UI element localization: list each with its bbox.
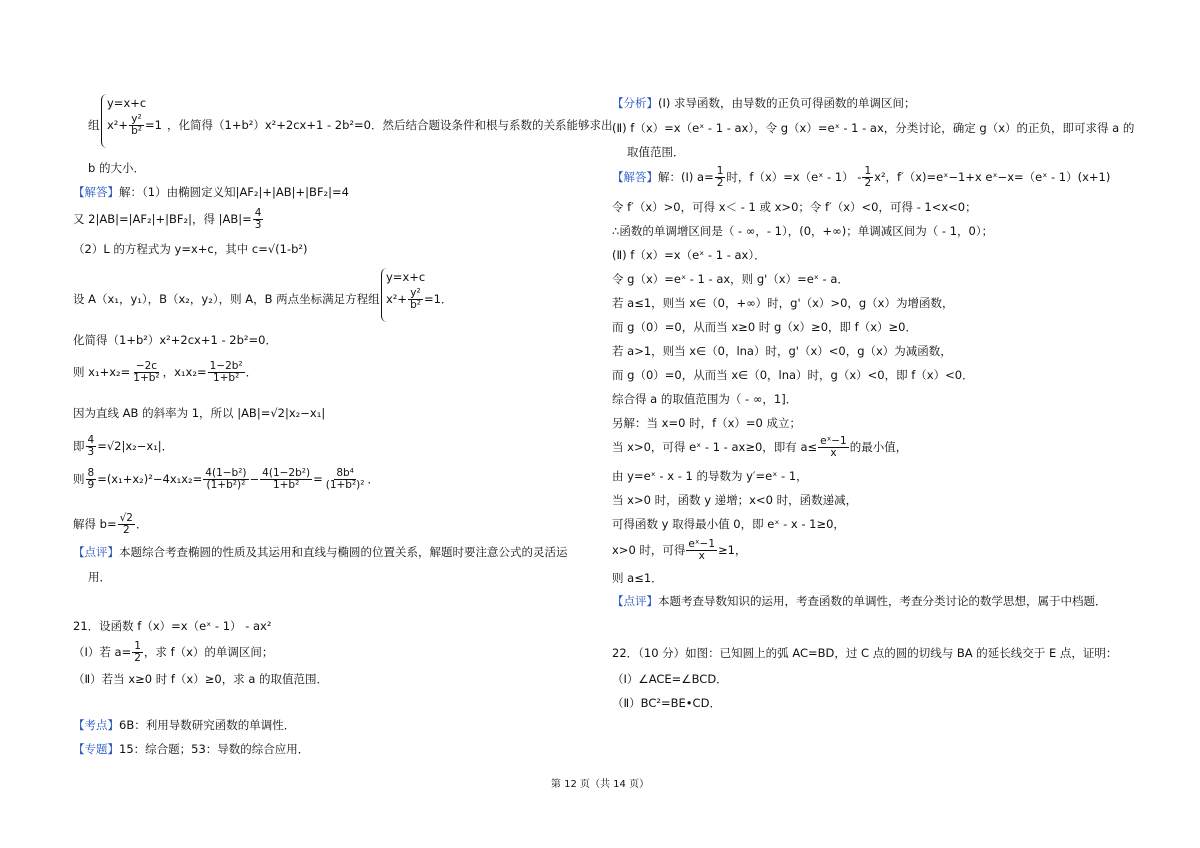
question-22-part-1: （Ⅰ）∠ACE=∠BCD． [612,672,728,686]
system-prefix: 组 [88,118,100,132]
text-line: ∴函数的单调增区间是（ - ∞，- 1），(0，+∞)；单调减区间为（ - 1，0）； [612,224,994,238]
system-line-2: x²+ $\frac{\text{y²}}{\text{b²}}$ =1 [107,113,162,137]
analysis-tag: 【分析】 [612,96,658,110]
text-line: x>0 时，可得 $\frac{\text{eˣ−1}}{x}$ ≥1， [612,538,747,562]
analysis-line: 【分析】(Ⅰ) 求导函数，由导数的正负可得函数的单调区间； [612,96,916,110]
text-line: 而 g（0）=0，从而当 x∈（0，lna）时，g（x）<0，即 f（x）<0． [612,368,974,382]
text-line: 若 a≤1，则当 x∈（0，+∞）时，g'（x）>0，g（x）为增函数， [612,296,954,310]
text-line: 即 $\frac{4}{3}$ =√2|x₂−x₁|． [73,434,174,458]
text-line: 用． [88,570,111,584]
text-line: 取值范围． [627,145,685,159]
text-line: 由 y=eˣ - x - 1 的导数为 y′=eˣ - 1， [612,469,808,483]
text-line: （2）L 的方程式为 y=x+c，其中 c=√(1-b²) [73,242,308,256]
question-21: 21．设函数 f（x）=x（eˣ - 1） - ax² [73,619,272,633]
text-line: 则 x₁+x₂= $\frac{-2c}{\text{1+b²}}$ ，x₁x₂= $\frac{\text{1−2b²}}{\text{1+b²}}$ ． [73,360,258,384]
text-line: 另解：当 x=0 时，f（x）=0 成立； [612,416,802,430]
text-line: 解得 b= $\frac{√2}{2}$ ． [73,512,148,536]
question-22-part-2: （Ⅱ）BC²=BE•CD． [612,696,721,710]
comment-tag: 【点评】 [612,594,658,608]
system-line-1: y=x+c [386,270,426,284]
text-line: 又 2|AB|=|AF₂|+|BF₂|，得 |AB|= $\frac{4}{3}$ [73,207,262,231]
text-line: (Ⅱ) f（x）=x（eˣ - 1 - ax）． [612,248,766,262]
text-line: 因为直线 AB 的斜率为 1，所以 |AB|=√2|x₂−x₁| [73,406,326,420]
question-21-part-1: （Ⅰ）若 a= $\frac{1}{2}$ ，求 f（x）的单调区间； [73,640,274,664]
text-line: 令 f′（x）>0，可得 x＜ - 1 或 x>0；令 f′（x）<0，可得 - 1<x<0； [612,200,977,214]
solution-line: 【解答】解：(Ⅰ) a= $\frac{1}{2}$ 时，f（x）=x（eˣ - 1） - $\frac{1}{2}$ x²，f′（x)=eˣ−1+x eˣ−x=（eˣ - 1）(x+1) [612,165,1111,189]
text-line: 则 $\frac{8}{9}$ =(x₁+x₂)²−4x₁x₂= $\frac{\text{4(1−b²)}}{\text{(1+b²)²}}$ − $\frac{\text{4(1−2b²)}}{\text{1+b²}}$ = $\frac{\text{8b⁴}}{\text{(1+b²)²}}$ ． [73,467,379,491]
topic-line: 【专题】15：综合题；53：导数的综合应用． [73,742,310,756]
text-line: 若 a>1，则当 x∈（0，lna）时，g'（x）<0，g（x）为减函数， [612,344,952,358]
text-line: (Ⅱ) f（x）=x（eˣ - 1 - ax），令 g（x）=eˣ - 1 - ax，分类讨论，确定 g（x）的正负，即可求得 a 的 [612,121,1135,135]
text-line: 而 g（0）=0，从而当 x≥0 时 g（x）≥0，即 f（x）≥0． [612,320,917,334]
text-line: 可得函数 y 取得最小值 0，即 eˣ - x - 1≥0， [612,517,845,531]
text-line: 当 x>0，可得 eˣ - 1 - ax≥0，即有 a≤ $\frac{\text{eˣ−1}}{x}$ 的最小值， [612,435,908,459]
comment-line: 【点评】本题考查导数知识的运用，考查函数的单调性，考查分类讨论的数学思想，属于中档题． [612,594,1107,608]
topic-tag: 【专题】 [73,742,119,756]
page-number: 第 12 页（共 14 页） [550,779,650,790]
text-line: 则 a≤1． [612,571,663,585]
text-line: 化简得（1+b²）x²+2cx+1 - 2b²=0． [73,333,277,347]
answer-tag: 【解答】 [73,185,119,199]
text-line: 综合得 a 的取值范围为（ - ∞，1]． [612,392,798,406]
knowledge-tag: 【考点】 [73,718,119,732]
answer-tag: 【解答】 [612,170,658,184]
knowledge-point-line: 【考点】6B：利用导数研究函数的单调性． [73,718,296,732]
text-line: 设 A（x₁，y₁），B（x₂，y₂），则 A，B 两点坐标满足方程组 [73,292,380,306]
text-line: b 的大小． [88,161,145,175]
system-line-2: x²+ $\frac{\text{y²}}{\text{b²}}$ =1． [386,287,453,311]
simplify-text: ，化简得（1+b²）x²+2cx+1 - 2b²=0．然后结合题设条件和根与系数的关系能够求出 [167,118,613,132]
text-line: 令 g（x）=eˣ - 1 - ax，则 g'（x）=eˣ - a． [612,272,849,286]
comment-line: 【点评】本题综合考查椭圆的性质及其运用和直线与椭圆的位置关系，解题时要注意公式的灵活运 [73,545,568,559]
solution-line: 【解答】解：（1）由椭圆定义知|AF₂|+|AB|+|BF₂|=4 [73,185,349,199]
question-21-part-2: （Ⅱ）若当 x≥0 时 f（x）≥0，求 a 的取值范围． [73,672,329,686]
question-22: 22．（10 分）如图：已知圆上的弧 AC=BD，过 C 点的圆的切线与 BA 的延长线交于 E 点，证明： [612,646,1118,660]
system-line-1: y=x+c [107,96,147,110]
text-line: 当 x>0 时，函数 y 递增；x<0 时，函数递减， [612,493,858,507]
comment-tag: 【点评】 [73,545,119,559]
